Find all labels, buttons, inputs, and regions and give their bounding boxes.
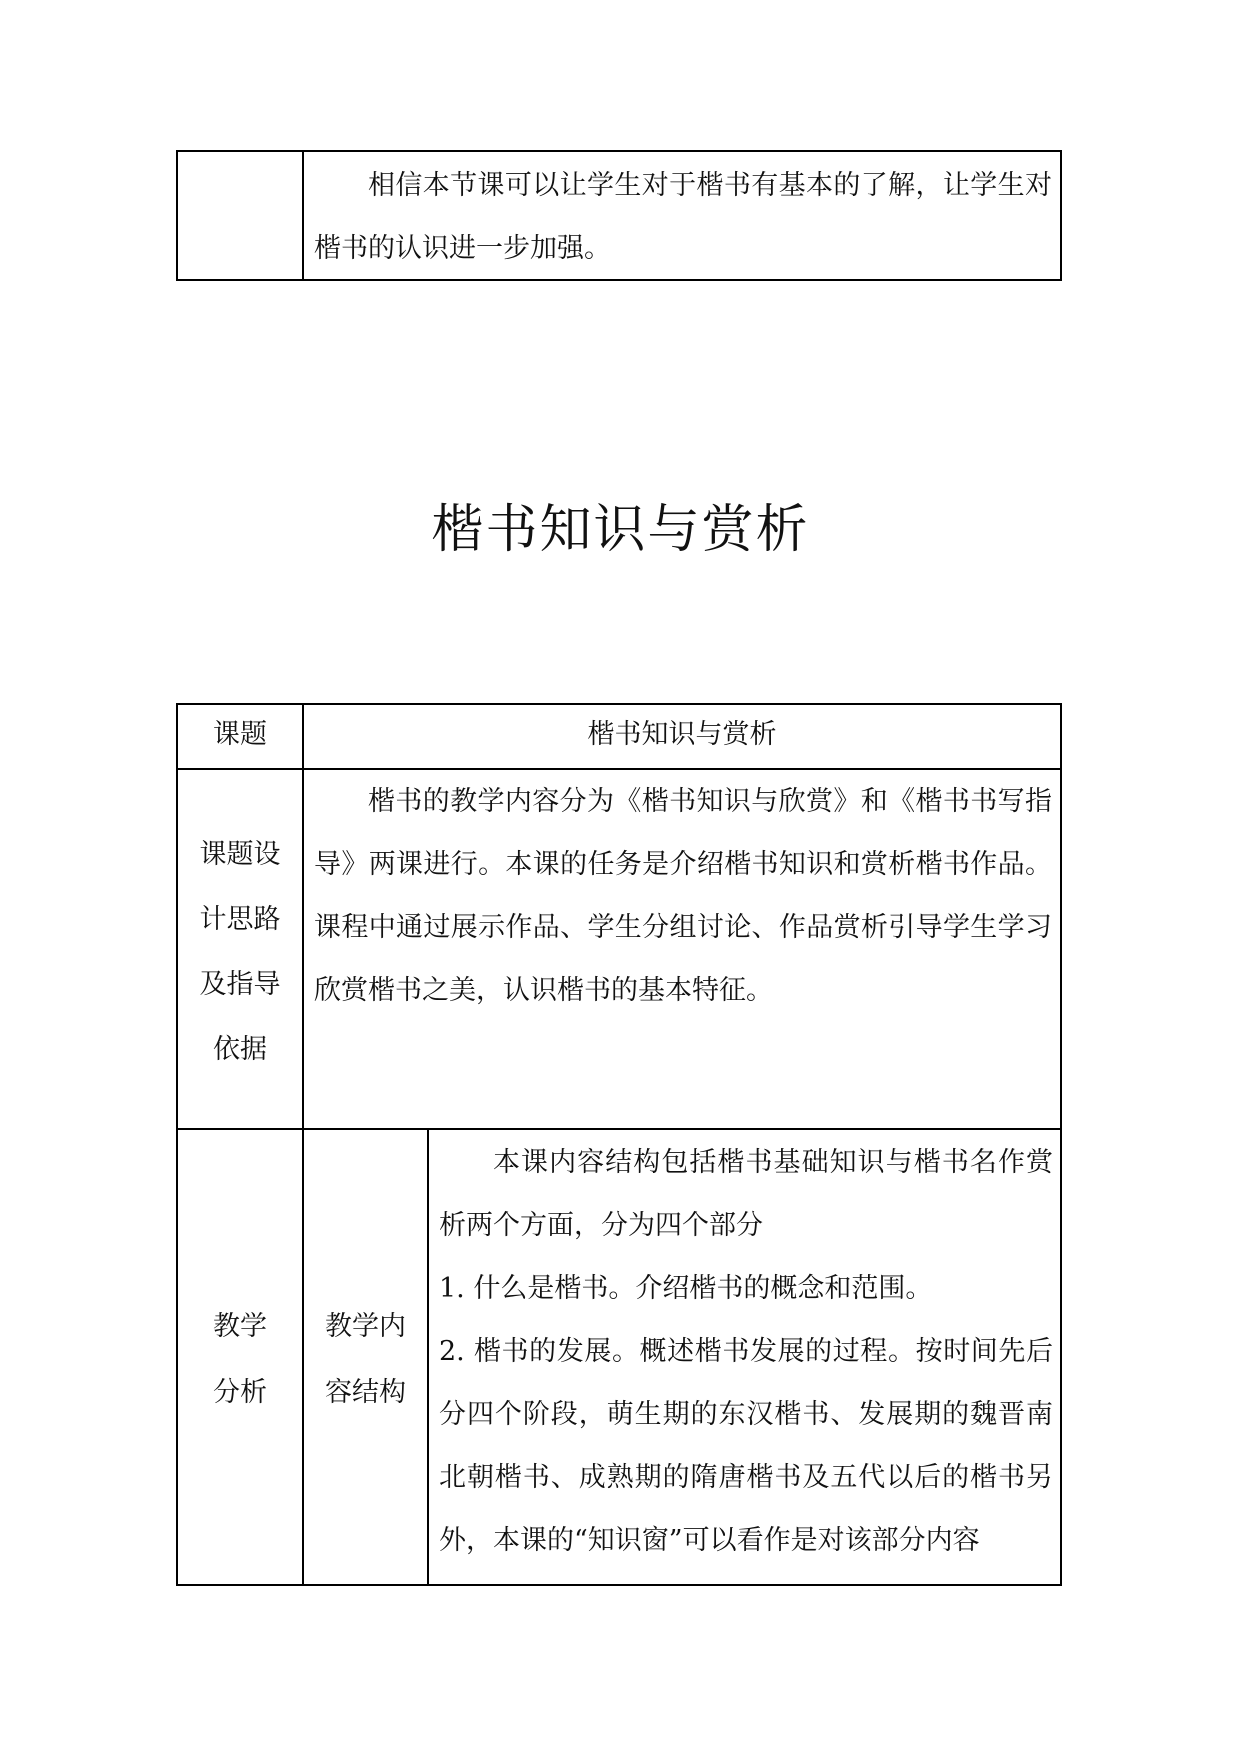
structure-item: 2. 楷书的发展。概述楷书发展的过程。按时间先后分四个阶段，萌生期的东汉楷书、发展期的魏晋南北朝楷书、成熟期的隋唐楷书及五代以后的楷书另外，本课的“知识窗”可以看作是对该部分内容 bbox=[439, 1336, 1053, 1556]
structure-label-line: 容结构 bbox=[325, 1377, 406, 1408]
table-border bbox=[176, 150, 178, 281]
table-border bbox=[176, 1128, 1062, 1130]
analysis-label-line: 分析 bbox=[213, 1377, 267, 1408]
table-border bbox=[302, 150, 304, 281]
topic-label: 课题 bbox=[213, 719, 267, 750]
structure-intro: 本课内容结构包括楷书基础知识与楷书名作赏析两个方面，分为四个部分 bbox=[439, 1147, 1053, 1241]
page-title: 楷书知识与赏析 bbox=[431, 500, 810, 560]
table-border bbox=[1060, 150, 1062, 281]
structure-item: 1. 什么是楷书。介绍楷书的概念和范围。 bbox=[439, 1273, 933, 1304]
table-border bbox=[302, 703, 304, 1586]
analysis-label-line: 教学 bbox=[213, 1311, 267, 1342]
table-border bbox=[427, 1128, 429, 1586]
topic-value: 楷书知识与赏析 bbox=[587, 719, 777, 750]
design-label-line: 依据 bbox=[213, 1034, 267, 1065]
structure-label-line: 教学内 bbox=[325, 1311, 406, 1342]
continuation-text: 相信本节课可以让学生对于楷书有基本的了解，让学生对楷书的认识进一步加强。 bbox=[314, 170, 1052, 264]
table-border bbox=[176, 703, 1062, 705]
design-label bbox=[178, 822, 302, 1082]
design-label-line: 计思路 bbox=[199, 904, 281, 935]
table-border bbox=[176, 150, 1062, 152]
analysis-label bbox=[178, 1294, 302, 1426]
table-border bbox=[1060, 703, 1062, 1586]
design-label-line: 课题设 bbox=[199, 839, 281, 870]
table-border bbox=[176, 1584, 1062, 1586]
design-text: 楷书的教学内容分为《楷书知识与欣赏》和《楷书书写指导》两课进行。本课的任务是介绍楷书知识和赏析楷书作品。课程中通过展示作品、学生分组讨论、作品赏析引导学生学习欣赏楷书之美，认识楷书的基本特征。 bbox=[314, 786, 1052, 1006]
structure-label bbox=[304, 1294, 427, 1426]
design-label-line: 及指导 bbox=[199, 969, 281, 1000]
